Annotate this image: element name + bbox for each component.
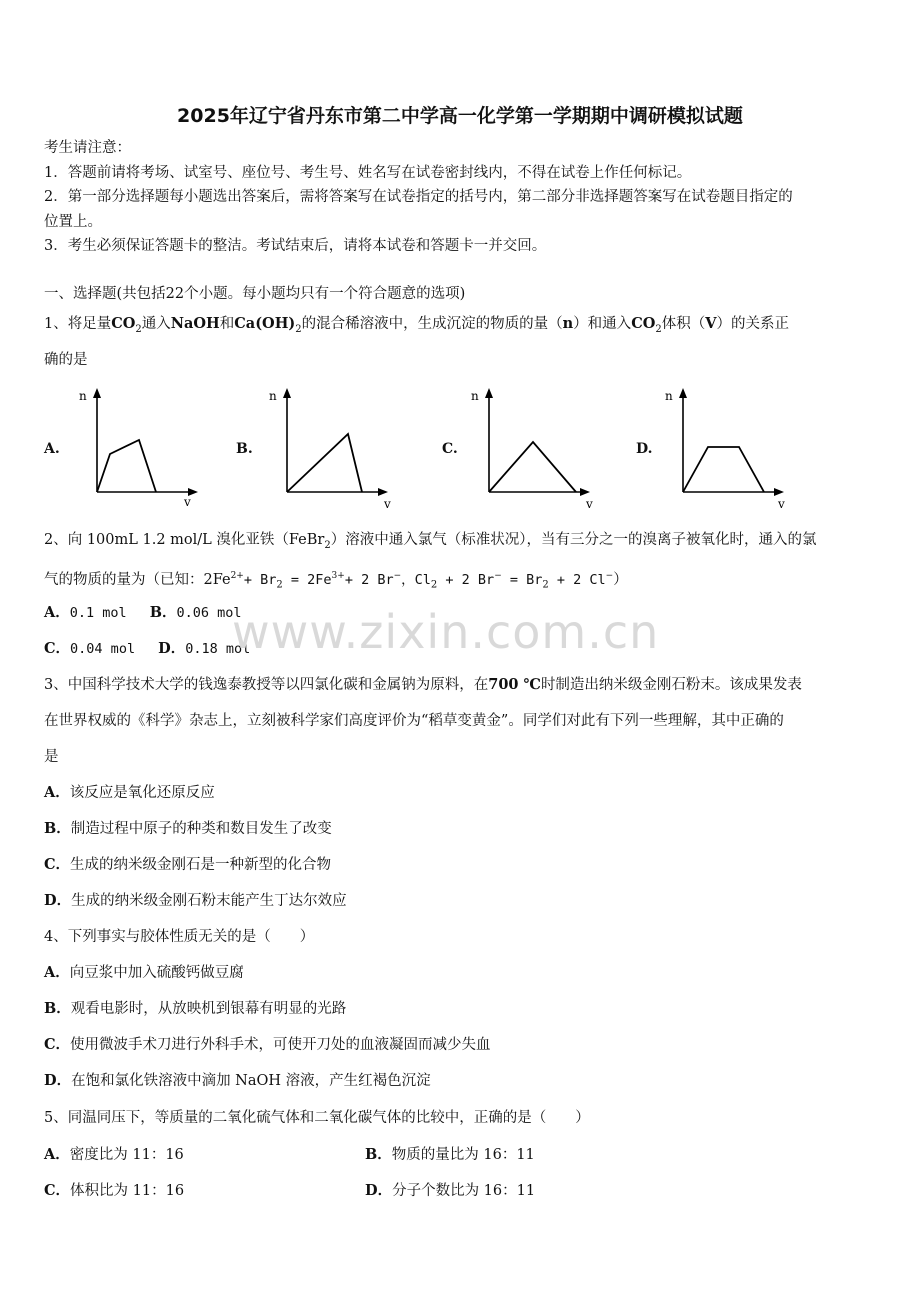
q2-stem-cont: 气的物质的量为（已知：$2Fe^{2+}+ Br_2 = 2Fe^{3+}+ 2$ Br−，$Cl_2 + 2$ $Br^- = Br_2 + 2$ Cl−）: [44, 571, 628, 591]
q1-option-b-label: B.: [236, 441, 253, 457]
q4-option-b: B．观看电影时，从放映机到银幕有明显的光路: [44, 1000, 347, 1017]
q1-stem-cont: 确的是: [44, 352, 88, 368]
notice-heading: 考生请注意：: [44, 140, 131, 156]
curve-b: [287, 434, 362, 492]
q4-stem: 4、下列事实与胶体性质无关的是（ ）: [44, 929, 315, 945]
q5-option-d: D．分子个数比为 16：11: [365, 1182, 536, 1199]
notice-item-2-cont: 位置上。: [44, 214, 102, 230]
q2-options-row-2: C．0.04 mol D．0.18 mol: [44, 640, 251, 657]
q1-stem: 1、将足量$CO_2$通入NaOH和$Ca(OH)_2$的混合稀溶液中，生成沉淀的物质的量（n）和通入$CO_2$体积（V）的关系正: [44, 315, 789, 335]
q1-option-a-label: A.: [44, 441, 60, 457]
q3-stem: 3、中国科学技术大学的钱逸泰教授等以四氯化碳和金属钠为原料，在700 ℃时制造出纳米级金刚石粉末。该成果发表: [44, 676, 802, 693]
axis-x-label: v: [586, 497, 593, 511]
q4-option-d: D．在饱和氯化铁溶液中滴加 NaOH 溶液，产生红褐色沉淀: [44, 1072, 431, 1089]
watermark: www.zixin.com.cn: [232, 605, 660, 659]
q4-option-a: A．向豆浆中加入硫酸钙做豆腐: [44, 964, 244, 981]
q5-option-c: C．体积比为 11：16: [44, 1182, 185, 1199]
q3-option-d: D．生成的纳米级金刚石粉末能产生丁达尔效应: [44, 892, 347, 909]
q5-stem: 5、同温同压下，等质量的二氧化硫气体和二氧化碳气体的比较中，正确的是（ ）: [44, 1110, 590, 1126]
q1-graph-d: [660, 384, 790, 514]
notice-item-3: 3．考生必须保证答题卡的整洁。考试结束后，请将本试卷和答题卡一并交回。: [44, 238, 547, 254]
q4-option-c: C．使用微波手术刀进行外科手术，可使开刀处的血液凝固而减少失血: [44, 1036, 491, 1053]
q3-option-c: C．生成的纳米级金刚石是一种新型的化合物: [44, 856, 332, 873]
axis-x-label: v: [778, 497, 785, 511]
axis-x-label: v: [384, 497, 391, 511]
q1-graph-b: [264, 384, 394, 514]
q5-option-a: A．密度比为 11：16: [44, 1146, 184, 1163]
q3-stem-cont: 在世界权威的《科学》杂志上，立刻被科学家们高度评价为“稻草变黄金”。同学们对此有下列一些理解，其中正确的: [44, 713, 784, 729]
curve-a: [97, 440, 156, 492]
curve-c: [489, 442, 576, 492]
axis-y-label: n: [665, 389, 673, 403]
q1-graph-a: [74, 384, 204, 514]
q2-stem: 2、向 100mL 1.2 mol/L 溴化亚铁（FeBr$_2$）溶液中通入氯气（标准状况），当有三分之一的溴离子被氧化时，通入的氯: [44, 532, 817, 551]
page-title: 2025年辽宁省丹东市第二中学高一化学第一学期期中调研模拟试题: [177, 105, 743, 127]
axis-y-label: n: [79, 389, 87, 403]
axis-x-label: v: [184, 495, 191, 509]
axis-y-label: n: [471, 389, 479, 403]
q1-option-d-label: D.: [636, 441, 653, 457]
q1-graph-c: [466, 384, 596, 514]
q2-options-row-1: A．0.1 mol B．0.06 mol: [44, 604, 242, 621]
curve-d: [683, 447, 764, 492]
notice-item-1: 1．答题前请将考场、试室号、座位号、考生号、姓名写在试卷密封线内，不得在试卷上作任何标记。: [44, 165, 692, 181]
q5-option-b: B．物质的量比为 16：11: [365, 1146, 535, 1163]
q3-option-a: A．该反应是氧化还原反应: [44, 784, 215, 801]
axis-y-label: n: [269, 389, 277, 403]
q3-option-b: B．制造过程中原子的种类和数目发生了改变: [44, 820, 332, 837]
notice-item-2: 2．第一部分选择题每小题选出答案后，需将答案写在试卷指定的括号内，第二部分非选择题答案写在试卷题目指定的: [44, 189, 793, 205]
q1-option-c-label: C.: [442, 441, 458, 457]
q3-stem-cont-2: 是: [44, 749, 59, 765]
section-heading: 一、选择题(共包括22个小题。每小题均只有一个符合题意的选项): [44, 286, 466, 302]
